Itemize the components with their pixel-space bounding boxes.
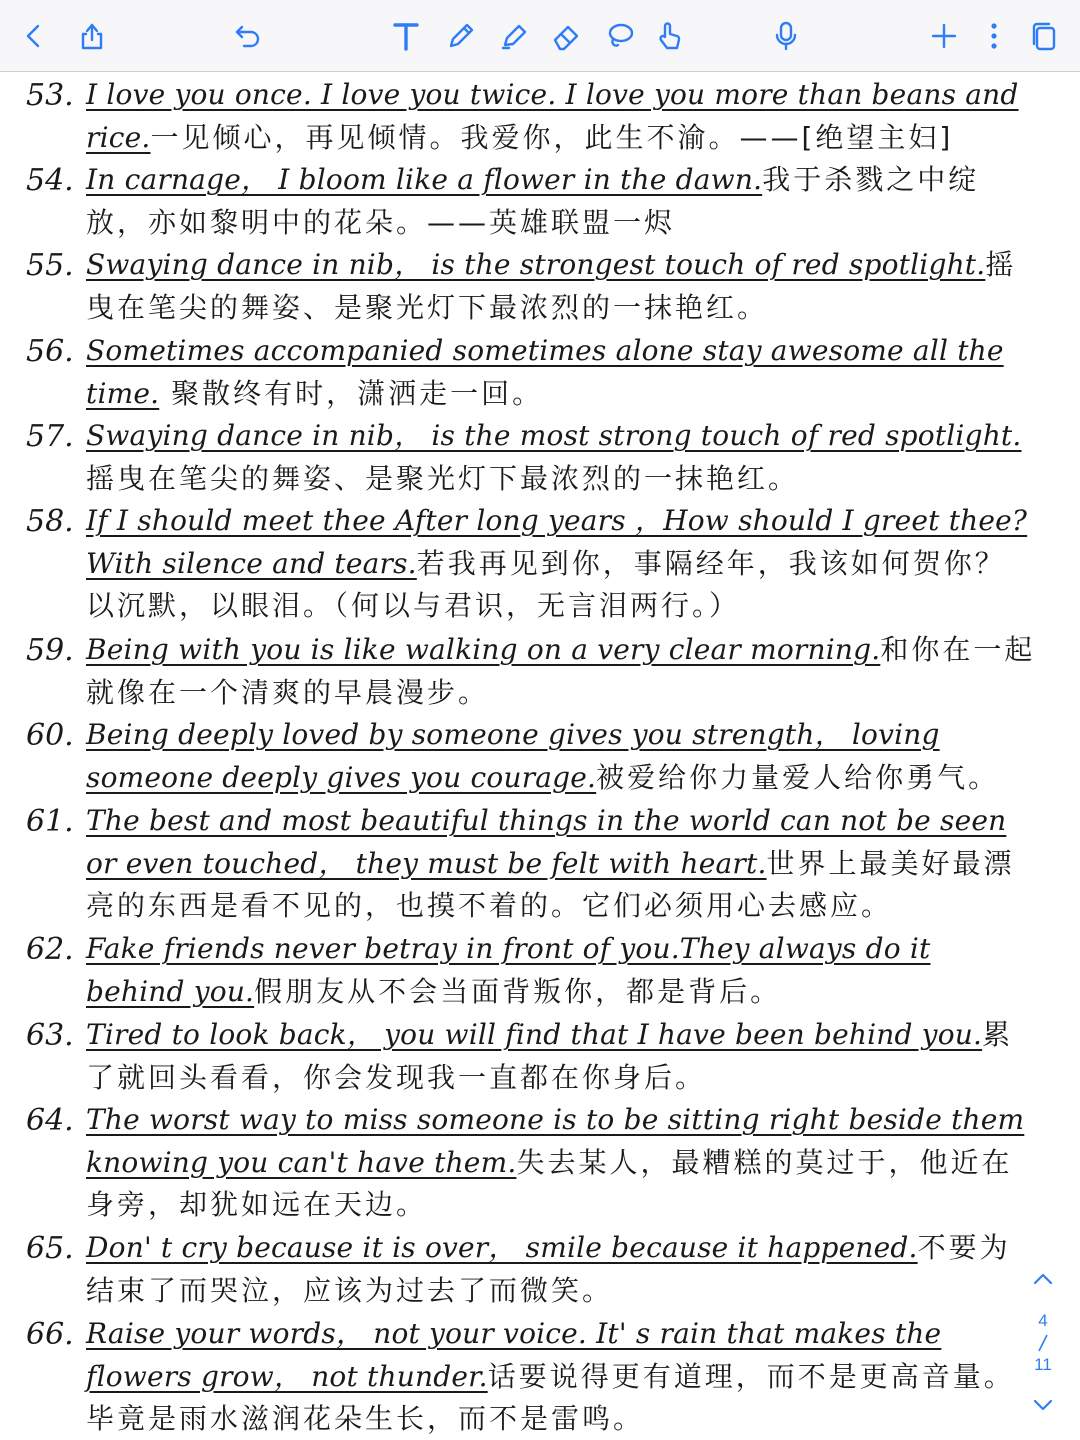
entry-text bbox=[86, 928, 1036, 1013]
english-quote: Fake friends never betray in front of you.They always do it behind you. bbox=[86, 932, 931, 1008]
entry-text bbox=[86, 1014, 1036, 1099]
pen-icon[interactable] bbox=[435, 10, 487, 62]
page-navigator bbox=[1018, 1262, 1068, 1432]
english-quote: Don' t cry because it is over， smile because it happened. bbox=[86, 1231, 918, 1264]
english-quote: Raise your words， not your voice. It' s rain that makes the flowers grow， not thunder. bbox=[86, 1317, 942, 1393]
entry-number: 58. bbox=[26, 504, 74, 539]
chinese-translation: 我于杀戮之中绽放，亦如黎明中的花朵。——英雄联盟一烬 bbox=[86, 163, 980, 239]
add-icon[interactable] bbox=[918, 10, 970, 62]
english-quote: Being with you is like walking on a very clear morning. bbox=[86, 633, 881, 666]
english-quote: Being deeply loved by someone gives you strength， loving someone deeply gives you courage. bbox=[86, 718, 940, 794]
undo-icon[interactable] bbox=[222, 10, 274, 62]
pages-icon[interactable] bbox=[1018, 10, 1070, 62]
entry-text bbox=[86, 500, 1036, 628]
note-page[interactable] bbox=[0, 72, 1080, 1440]
entry-text bbox=[86, 714, 1036, 799]
entry-number: 56. bbox=[26, 334, 74, 369]
chinese-translation: 摇曳在笔尖的舞姿、是聚光灯下最浓烈的一抹艳红。 bbox=[86, 461, 800, 495]
english-quote: If I should meet thee After long years ，How should I greet thee? With silence and tears. bbox=[86, 504, 1028, 580]
chinese-translation: 话要说得更有道理，而不是更高音量。毕竟是雨水滋润花朵生长，而不是雷鸣。 bbox=[86, 1359, 1015, 1435]
chevron-up-icon[interactable] bbox=[1026, 1262, 1060, 1296]
entry-text bbox=[86, 1227, 1036, 1312]
chinese-translation: 被爱给你力量爱人给你勇气。 bbox=[596, 760, 1000, 794]
chinese-translation: 世界上最美好最漂亮的东西是看不见的，也摸不着的。它们必须用心去感应。 bbox=[86, 846, 1015, 922]
english-quote: Swaying dance in nib， is the most strong touch of red spotlight. bbox=[86, 419, 1022, 452]
hand-pointer-icon[interactable] bbox=[644, 10, 696, 62]
chinese-translation: 失去某人，最糟糕的莫过于，他近在身旁，却犹如远在天边。 bbox=[86, 1145, 1013, 1221]
english-quote: Swaying dance in nib， is the strongest touch of red spotlight. bbox=[86, 248, 986, 281]
english-quote: I love you once. I love you twice. I love you more than beans and rice. bbox=[86, 78, 1019, 154]
entry-text bbox=[86, 1099, 1036, 1227]
entry-number: 53. bbox=[26, 78, 74, 113]
chinese-translation: 不要为结束了而哭泣，应该为过去了而微笑。 bbox=[86, 1231, 1011, 1307]
english-quote: The worst way to miss someone is to be sitting right beside them knowing you can't have them. bbox=[86, 1103, 1025, 1179]
entry-number: 60. bbox=[26, 718, 74, 753]
entry-number: 63. bbox=[26, 1018, 74, 1053]
lasso-icon[interactable] bbox=[594, 10, 646, 62]
entry-text bbox=[86, 330, 1036, 415]
entry-number: 64. bbox=[26, 1103, 74, 1138]
entry-number: 55. bbox=[26, 248, 74, 283]
entry-number: 54. bbox=[26, 163, 74, 198]
back-chevron-icon[interactable] bbox=[8, 10, 60, 62]
more-icon[interactable] bbox=[968, 10, 1020, 62]
english-quote: The best and most beautiful things in the world can not be seen or even touched， they must be felt with heart. bbox=[86, 804, 1007, 880]
chinese-translation: 若我再见到你，事隔经年，我该如何贺你？以沉默，以眼泪。（何以与君识，无言泪两行。） bbox=[86, 546, 1006, 622]
total-pages: 11 bbox=[1034, 1355, 1052, 1374]
current-page: 4 bbox=[1038, 1311, 1048, 1330]
entry-text bbox=[86, 800, 1036, 928]
chinese-translation: 累了就回头看看，你会发现我一直都在你身后。 bbox=[86, 1018, 1014, 1094]
text-tool-icon[interactable] bbox=[380, 10, 432, 62]
chinese-translation: 一见倾心，再见倾情。我爱你，此生不渝。——[绝望主妇] bbox=[150, 120, 954, 154]
entry-number: 59. bbox=[26, 633, 74, 668]
microphone-icon[interactable] bbox=[760, 10, 812, 62]
english-quote: Tired to look back， you will find that I have been behind you. bbox=[86, 1018, 983, 1051]
chinese-translation: 和你在一起就像在一个清爽的早晨漫步。 bbox=[86, 633, 1036, 709]
chinese-translation: 摇曳在笔尖的舞姿、是聚光灯下最浓烈的一抹艳红。 bbox=[86, 248, 1017, 324]
entry-number: 66. bbox=[26, 1317, 74, 1352]
highlighter-icon[interactable] bbox=[488, 10, 540, 62]
entry-text bbox=[86, 629, 1036, 714]
entry-number: 65. bbox=[26, 1231, 74, 1266]
english-quote: In carnage， I bloom like a flower in the dawn. bbox=[86, 163, 763, 196]
entry-text bbox=[86, 74, 1036, 159]
entry-number: 57. bbox=[26, 419, 74, 454]
entry-number: 62. bbox=[26, 932, 74, 967]
entry-text bbox=[86, 244, 1036, 329]
entry-text bbox=[86, 159, 1036, 244]
chinese-translation: 假朋友从不会当面背叛你，都是背后。 bbox=[254, 974, 782, 1008]
page-separator bbox=[1033, 1332, 1053, 1354]
toolbar bbox=[0, 0, 1080, 72]
eraser-icon[interactable] bbox=[540, 10, 592, 62]
entry-text bbox=[86, 1313, 1036, 1440]
english-quote: Sometimes accompanied sometimes alone stay awesome all the time. bbox=[86, 334, 1004, 410]
chinese-translation: 聚散终有时，潇洒走一回。 bbox=[159, 376, 544, 410]
entry-text bbox=[86, 415, 1036, 500]
share-icon[interactable] bbox=[66, 10, 118, 62]
entry-number: 61. bbox=[26, 804, 74, 839]
chevron-down-icon[interactable] bbox=[1026, 1388, 1060, 1422]
